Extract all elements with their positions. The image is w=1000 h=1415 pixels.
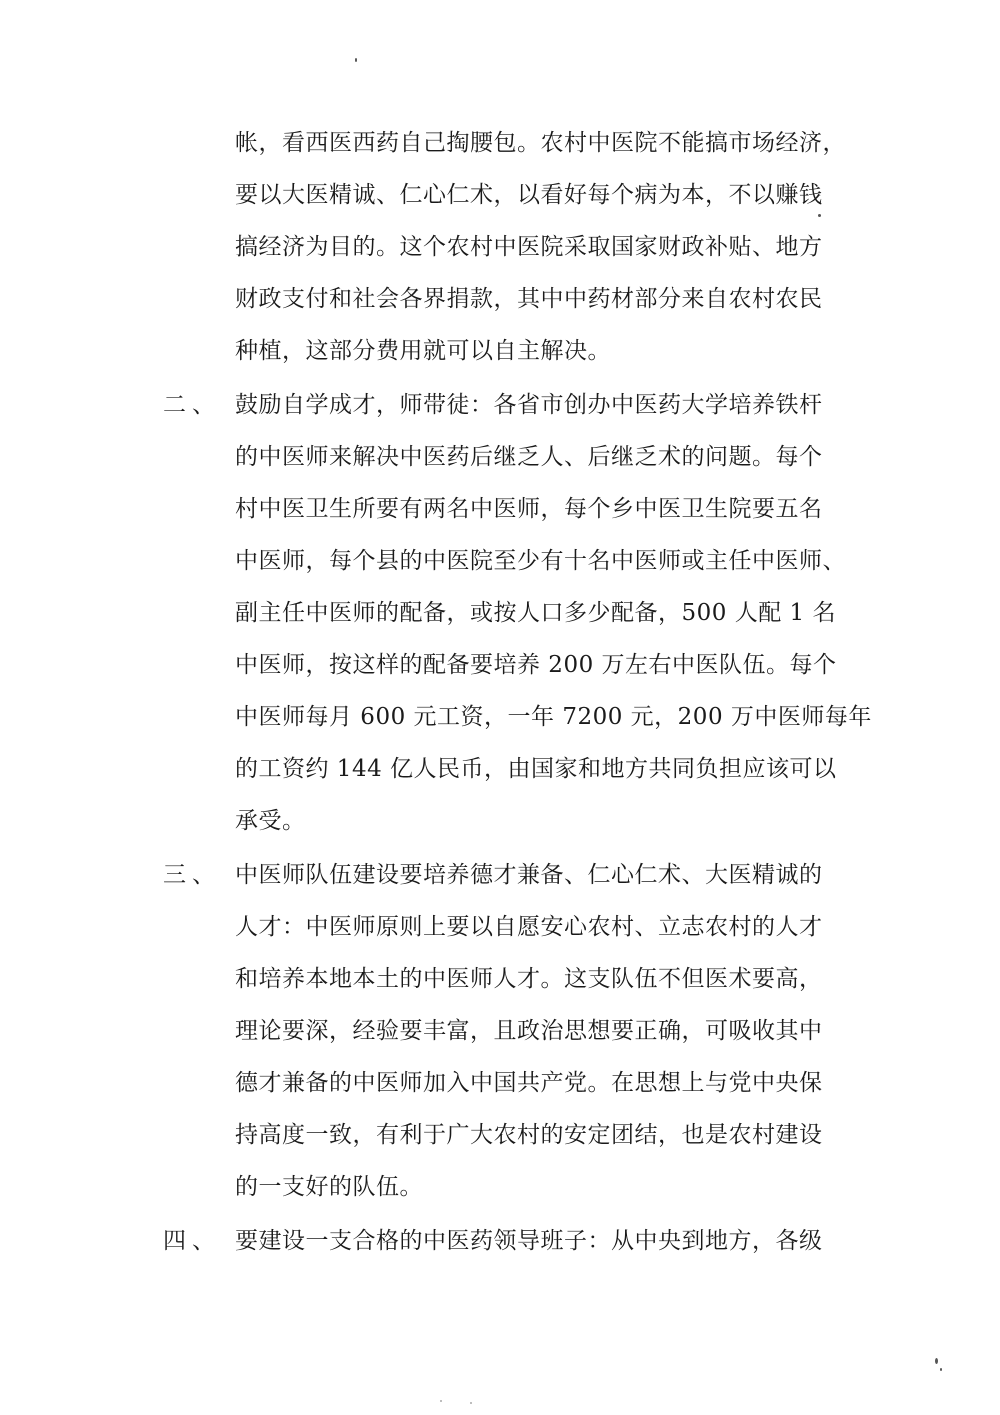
text-line: 搞经济为目的。这个农村中医院采取国家财政补贴、地方 [235,234,823,260]
text-line: 要以大医精诚、仁心仁术，以看好每个病为本，不以赚钱 [235,182,823,208]
text-line: 鼓励自学成才，师带徒：各省市创办中医药大学培养铁杆 [235,392,823,418]
text-line: 中医师，每个县的中医院至少有十名中医师或主任中医师、 [235,548,846,574]
scan-speck [940,1368,942,1371]
section-marker-two: 二、 [163,392,221,418]
text-line: 和培养本地本土的中医师人才。这支队伍不但医术要高， [235,966,823,992]
text-line: 村中医卫生所要有两名中医师，每个乡中医卫生院要五名 [235,496,823,522]
text-line: 的中医师来解决中医药后继乏人、后继乏术的问题。每个 [235,444,823,470]
text-line: 中医师队伍建设要培养德才兼备、仁心仁术、大医精诚的 [235,862,823,888]
text-line: 帐，看西医西药自己掏腰包。农村中医院不能搞市场经济， [235,130,846,156]
text-line: 种植，这部分费用就可以自主解决。 [235,338,611,364]
text-line: 要建设一支合格的中医药领导班子：从中央到地方，各级 [235,1228,823,1254]
text-line: 中医师，按这样的配备要培养 200 万左右中医队伍。每个 [235,652,837,678]
text-line: 持高度一致，有利于广大农村的安定团结，也是农村建设 [235,1122,823,1148]
text-line: 的一支好的队伍。 [235,1174,423,1200]
text-line: 德才兼备的中医师加入中国共产党。在思想上与党中央保 [235,1070,823,1096]
text-line: 中医师每月 600 元工资，一年 7200 元，200 万中医师每年 [235,704,872,730]
text-line: 的工资约 144 亿人民币，由国家和地方共同负担应该可以 [235,756,837,782]
text-line: 承受。 [235,808,306,834]
scan-speck [355,58,357,62]
scan-speck [818,214,821,217]
text-line: 理论要深，经验要丰富，且政治思想要正确，可吸收其中 [235,1018,823,1044]
section-marker-four: 四、 [163,1228,221,1254]
scan-speck [470,1402,472,1404]
text-line: 副主任中医师的配备，或按人口多少配备，500 人配 1 名 [235,600,836,626]
text-line: 人才：中医师原则上要以自愿安心农村、立志农村的人才 [235,914,823,940]
scan-speck [935,1358,938,1364]
text-line: 财政支付和社会各界捐款，其中中药材部分来自农村农民 [235,286,823,312]
scan-speck [440,1400,442,1402]
section-marker-three: 三、 [163,862,221,888]
